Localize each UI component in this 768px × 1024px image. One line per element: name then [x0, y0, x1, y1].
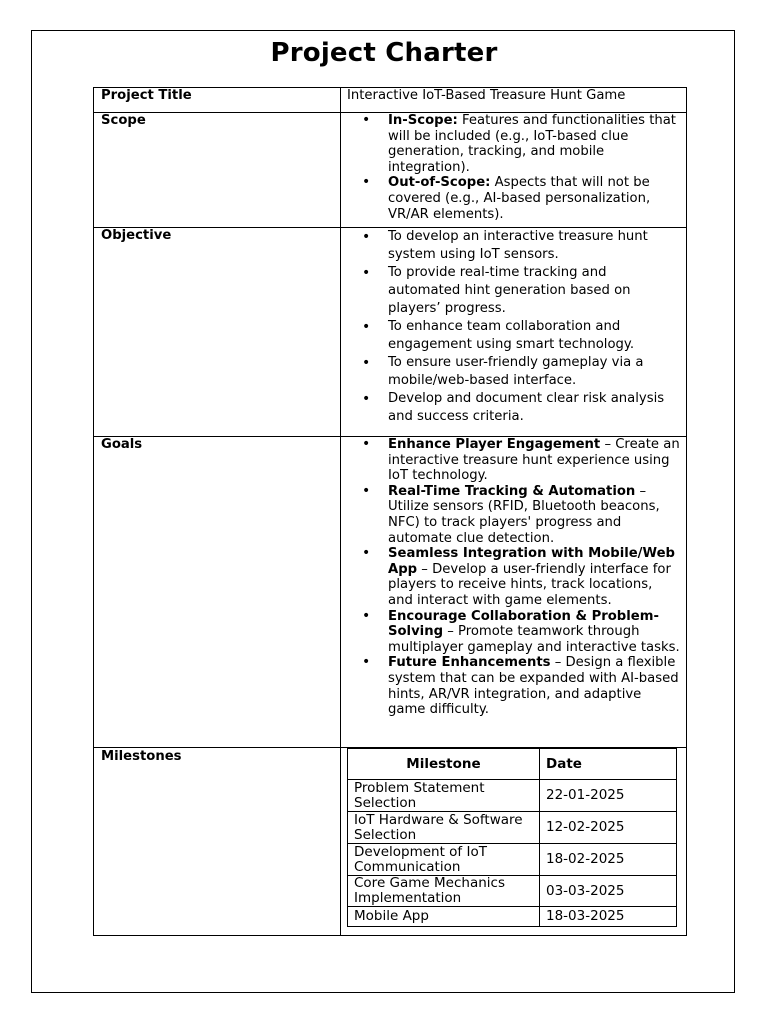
- row-scope: [94, 113, 687, 228]
- list-item: • In-Scope: Features and functionalities that will be included (e.g., IoT-based clue generation, tracking, and mobile integration).: [341, 113, 686, 175]
- goals-list: [341, 437, 686, 718]
- list-item: • Real-Time Tracking & Automation – Utilize sensors (RFID, Bluetooth beacons, NFC) to track players' progress and automate clue detection.: [341, 484, 686, 546]
- date-cell: 22-01-2025: [540, 780, 677, 812]
- milestone-header: Milestone: [348, 749, 540, 780]
- milestone-cell: Development of IoT Communication: [348, 844, 540, 876]
- project-title-label: Project Title: [94, 88, 341, 113]
- list-item: • Out-of-Scope: Aspects that will not be covered (e.g., AI-based personalization, VR/AR elements).: [341, 175, 686, 222]
- list-item: • Enhance Player Engagement – Create an interactive treasure hunt experience using IoT technology.: [341, 437, 686, 484]
- goals-label: Goals: [94, 437, 341, 748]
- date-cell: 18-02-2025: [540, 844, 677, 876]
- milestone-cell: Mobile App: [348, 907, 540, 927]
- scope-list: [341, 113, 686, 222]
- list-item: • Encourage Collaboration & Problem-Solving – Promote teamwork through multiplayer gameplay and interactive tasks.: [341, 609, 686, 656]
- table-row: [348, 812, 677, 844]
- list-item: • Future Enhancements – Design a flexible system that can be expanded with AI-based hints, AR/VR integration, and adaptive game difficulty.: [341, 655, 686, 717]
- milestones-label: Milestones: [94, 748, 341, 936]
- table-row: [348, 780, 677, 812]
- page-title: Project Charter: [270, 38, 498, 68]
- project-title-value: Interactive IoT-Based Treasure Hunt Game: [341, 88, 687, 113]
- table-row: [348, 907, 677, 927]
- date-cell: 12-02-2025: [540, 812, 677, 844]
- list-item: • To ensure user-friendly gameplay via a mobile/web-based interface.: [341, 354, 686, 390]
- objective-label: Objective: [94, 228, 341, 437]
- milestone-cell: Problem Statement Selection: [348, 780, 540, 812]
- date-cell: 03-03-2025: [540, 876, 677, 907]
- table-row: [348, 844, 677, 876]
- milestones-header-row: [348, 749, 677, 780]
- date-header: Date: [540, 749, 677, 780]
- milestone-cell: IoT Hardware & Software Selection: [348, 812, 540, 844]
- list-item: • To enhance team collaboration and engagement using smart technology.: [341, 318, 686, 354]
- row-objective: [94, 228, 687, 437]
- milestone-cell: Core Game Mechanics Implementation: [348, 876, 540, 907]
- objective-list: [341, 228, 686, 426]
- scope-label: Scope: [94, 113, 341, 228]
- row-project-title: [94, 88, 687, 113]
- list-item: • Develop and document clear risk analysis and success criteria.: [341, 390, 686, 426]
- list-item: • To develop an interactive treasure hunt system using IoT sensors.: [341, 228, 686, 264]
- list-item: • To provide real-time tracking and automated hint generation based on players’ progress.: [341, 264, 686, 318]
- row-milestones: [94, 748, 687, 936]
- list-item: • Seamless Integration with Mobile/Web App – Develop a user-friendly interface for players to receive hints, track locations, and interact with game elements.: [341, 546, 686, 608]
- table-row: [348, 876, 677, 907]
- date-cell: 18-03-2025: [540, 907, 677, 927]
- milestones-table: [347, 748, 677, 927]
- charter-table: [93, 87, 687, 936]
- row-goals: [94, 437, 687, 748]
